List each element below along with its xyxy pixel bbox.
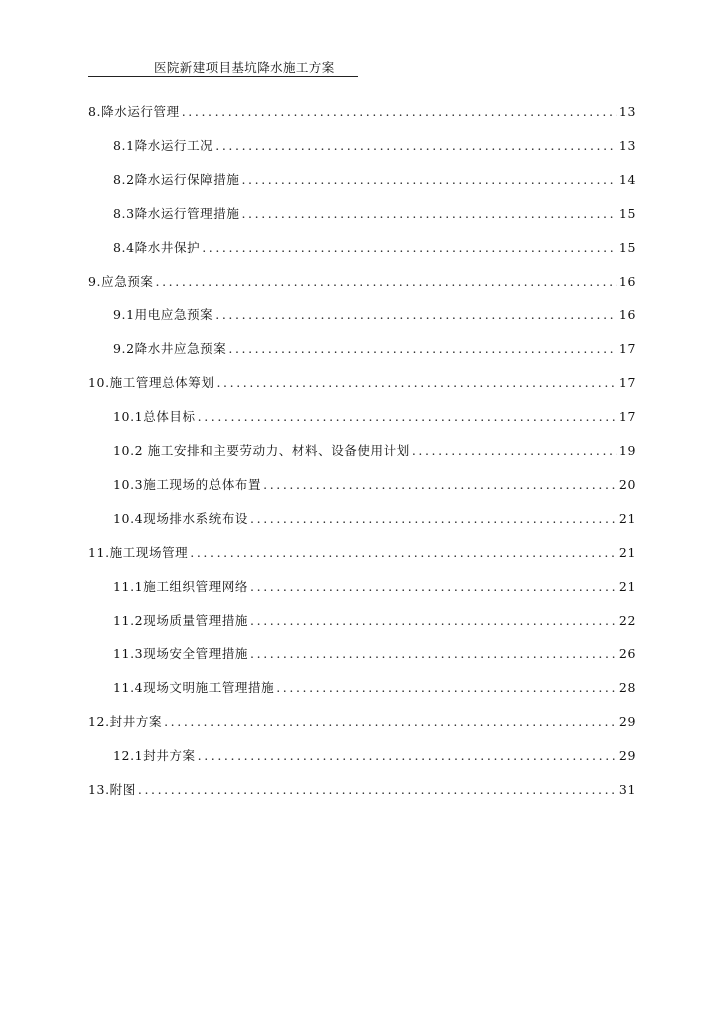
toc-entry-page: 14 <box>618 171 636 187</box>
toc-entry-label: 8.4降水井保护 <box>113 239 201 255</box>
toc-entry-page: 16 <box>618 307 636 323</box>
toc-leader-dots <box>138 782 617 797</box>
toc-entry-label: 11.施工现场管理 <box>88 544 189 560</box>
document-title: 医院新建项目基坑降水施工方案 <box>154 60 335 75</box>
toc-entry-label: 10.4现场排水系统布设 <box>113 510 249 526</box>
toc-entry[interactable] <box>88 272 636 292</box>
toc-entry[interactable] <box>113 170 636 190</box>
toc-entry-label: 9.1用电应急预案 <box>113 307 214 323</box>
toc-entry-page: 31 <box>618 782 636 797</box>
toc-leader-dots <box>276 680 617 695</box>
toc-entry[interactable] <box>113 407 636 427</box>
toc-entry-label: 12.1封井方案 <box>113 748 196 764</box>
toc-entry-page: 13 <box>618 137 636 153</box>
toc-leader-dots <box>250 579 617 594</box>
toc-entry[interactable] <box>88 373 636 393</box>
toc-leader-dots <box>164 714 617 729</box>
toc-entry-page: 15 <box>618 239 636 255</box>
toc-entry[interactable] <box>88 102 636 122</box>
toc-entry-label: 8.3降水运行管理措施 <box>113 205 240 221</box>
toc-entry-page: 26 <box>618 646 636 662</box>
toc-entry-label: 9.应急预案 <box>88 273 154 289</box>
toc-entry-page: 21 <box>618 544 636 560</box>
toc-entry-label: 9.2降水井应急预案 <box>113 341 227 357</box>
toc-entry-label: 10.1总体目标 <box>113 409 196 425</box>
toc-entry[interactable] <box>113 339 636 359</box>
toc-entry-label: 8.降水运行管理 <box>88 104 180 119</box>
toc-entry-label: 10.2 施工安排和主要劳动力、材料、设备使用计划 <box>113 443 410 458</box>
toc-entry-page: 21 <box>618 510 636 526</box>
toc-leader-dots <box>216 375 616 390</box>
toc-leader-dots <box>215 307 617 322</box>
toc-entry-page: 17 <box>618 375 636 391</box>
toc-entry-label: 12.封井方案 <box>88 714 163 730</box>
toc-leader-dots <box>182 104 617 119</box>
toc-entry-page: 29 <box>618 714 636 730</box>
toc-entry[interactable] <box>113 577 636 597</box>
toc-entry-page: 17 <box>618 341 636 357</box>
toc-entry-label: 8.2降水运行保障措施 <box>113 171 240 187</box>
page-header <box>88 60 358 77</box>
toc-leader-dots <box>215 138 617 153</box>
toc-leader-dots <box>412 443 617 458</box>
toc-entry-page: 16 <box>618 273 636 289</box>
toc-leader-dots <box>250 511 617 526</box>
toc-entry-page: 21 <box>618 578 636 594</box>
toc-leader-dots <box>241 206 616 221</box>
toc-leader-dots <box>156 274 617 289</box>
toc-leader-dots <box>198 409 617 424</box>
toc-entry-page: 22 <box>618 612 636 628</box>
toc-entry-label: 11.2现场质量管理措施 <box>113 612 249 628</box>
toc-leader-dots <box>198 748 617 763</box>
toc-entry-label: 11.4现场文明施工管理措施 <box>113 680 275 696</box>
toc-leader-dots <box>228 341 617 356</box>
toc-entry[interactable] <box>113 611 636 631</box>
toc-entry-page: 20 <box>618 476 636 492</box>
toc-entry[interactable] <box>113 678 636 698</box>
toc-leader-dots <box>202 240 617 255</box>
toc-entry-label: 8.1降水运行工况 <box>113 137 214 153</box>
toc-leader-dots <box>250 613 617 628</box>
toc-entry[interactable] <box>113 136 636 156</box>
toc-entry-page: 29 <box>618 748 636 764</box>
toc-leader-dots <box>241 172 616 187</box>
toc-entry[interactable] <box>113 305 636 325</box>
toc-entry-label: 11.1施工组织管理网络 <box>113 578 249 594</box>
toc-leader-dots <box>190 545 617 560</box>
toc-entry-page: 28 <box>618 680 636 696</box>
toc-entry[interactable] <box>113 509 636 529</box>
toc-entry[interactable] <box>113 644 636 664</box>
toc-entry[interactable] <box>113 238 636 258</box>
toc-entry[interactable] <box>113 204 636 224</box>
toc-entry-label: 10.施工管理总体筹划 <box>88 375 215 391</box>
toc-entry[interactable] <box>113 746 636 766</box>
toc-leader-dots <box>263 477 617 492</box>
toc-entry-label: 13.附图 <box>88 782 136 797</box>
toc-entry-page: 15 <box>618 205 636 221</box>
toc-entry[interactable] <box>113 475 636 495</box>
toc-entry-page: 13 <box>618 104 636 119</box>
toc-entry-label: 10.3施工现场的总体布置 <box>113 476 262 492</box>
toc-entry[interactable] <box>88 712 636 732</box>
toc-entry[interactable] <box>113 441 636 461</box>
toc-entry[interactable] <box>88 543 636 563</box>
toc-entry-page: 19 <box>618 443 636 458</box>
toc-entry-label: 11.3现场安全管理措施 <box>113 646 249 662</box>
toc-leader-dots <box>250 646 617 661</box>
toc-entry[interactable] <box>88 780 636 800</box>
toc-entry-page: 17 <box>618 409 636 425</box>
